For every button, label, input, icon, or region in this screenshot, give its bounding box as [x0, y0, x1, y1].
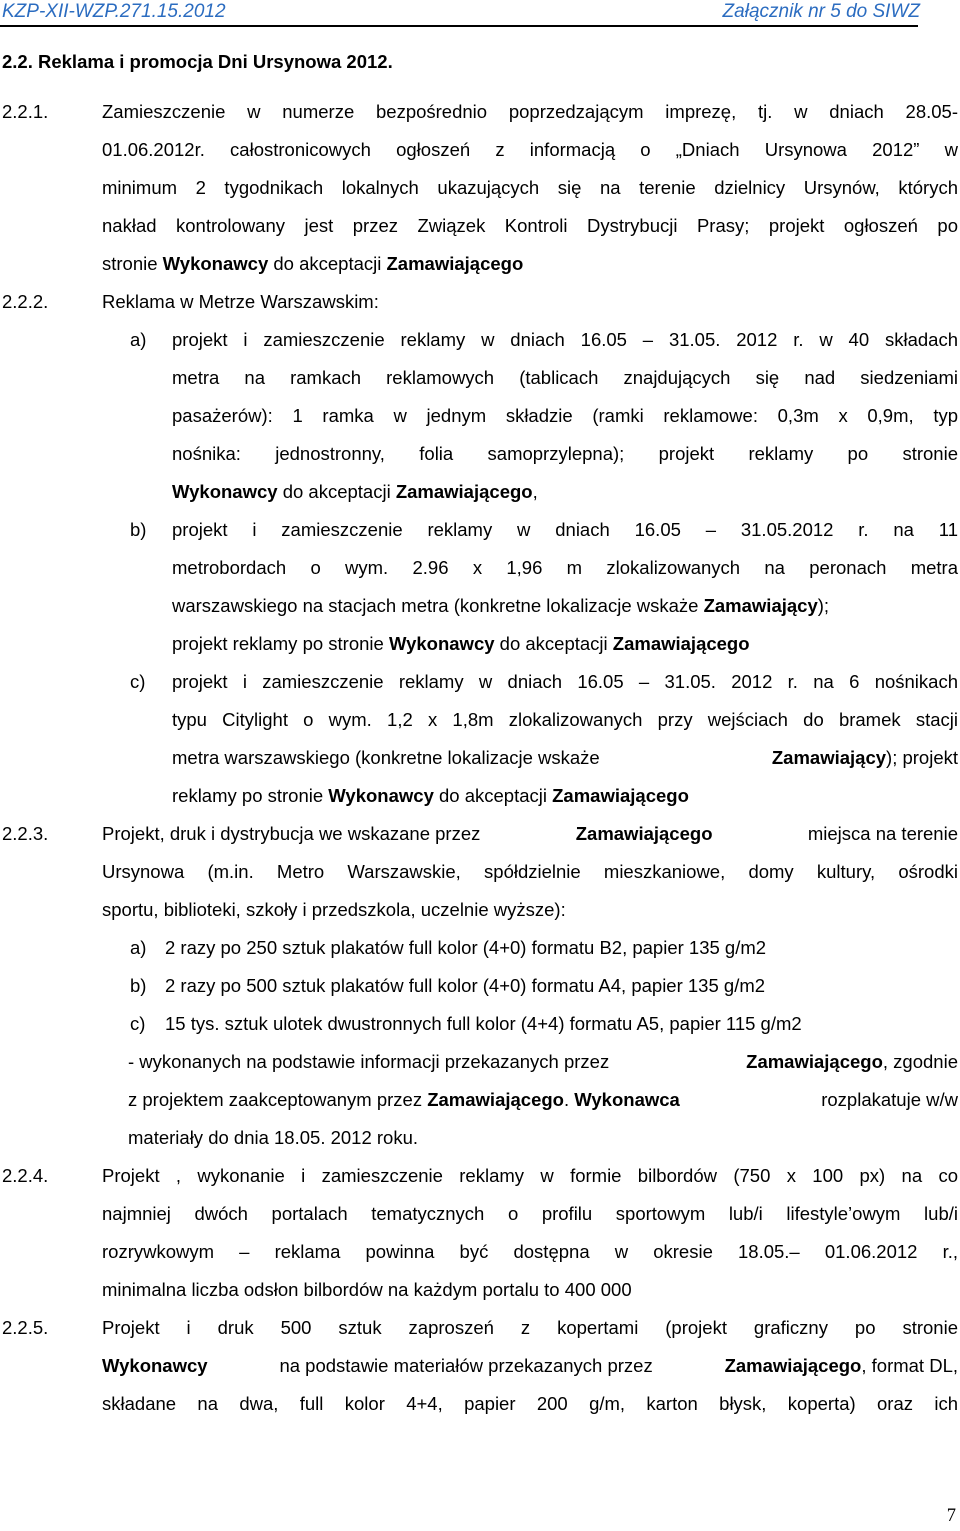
client-term: Zamawiającego — [552, 785, 689, 806]
text: , zgodnie — [882, 1051, 958, 1072]
text: do akceptacji — [273, 253, 382, 274]
item-2-2-1-line-2: 01.06.2012r. całostronicowych ogłoszeń z informacją o „Dniach Ursynowa 2012” w — [102, 139, 958, 160]
list-label-a: a) — [130, 937, 147, 958]
item-number-2-2-4: 2.2.4. — [2, 1165, 49, 1186]
item-2-2-3-b: 2 razy po 500 sztuk plakatów full kolor (4+0) formatu A4, papier 135 g/m2 — [165, 975, 766, 996]
item-2-2-5-line-2 — [102, 1355, 958, 1377]
item-2-2-3-line-2: Ursynowa (m.in. Metro Warszawskie, spółdzielnie mieszkaniowe, domy kultury, ośrodki — [102, 861, 958, 882]
text: na podstawie materiałów przekazanych przez — [279, 1355, 653, 1376]
section-title: 2.2. Reklama i promocja Dni Ursynowa 2012. — [2, 51, 393, 72]
contractor-term: Wykonawcy — [328, 785, 434, 806]
text: miejsca na terenie — [807, 823, 958, 844]
text: . — [563, 1089, 570, 1110]
item-2-2-2-a-line-5 — [172, 481, 538, 503]
text: - wykonanych na podstawie informacji przekazanych przez — [128, 1051, 610, 1072]
item-2-2-1-line-5 — [102, 253, 523, 275]
item-number-2-2-2: 2.2.2. — [2, 291, 49, 312]
item-2-2-2-c-line-4 — [172, 785, 689, 807]
text: do akceptacji — [499, 633, 608, 654]
item-2-2-4-line-1: Projekt , wykonanie i zamieszczenie reklamy w formie bilbordów (750 x 100 px) na co — [102, 1165, 958, 1186]
text: z projektem zaakceptowanym przez — [128, 1089, 423, 1110]
text: ); — [817, 595, 830, 616]
item-2-2-3-line-3: sportu, biblioteki, szkoły i przedszkola, uczelnie wyższe): — [102, 899, 566, 920]
client-term: Zamawiającego — [724, 1355, 862, 1376]
item-2-2-2-c-line-2: typu Citylight o wym. 1,2 x 1,8m zlokalizowanych przy wejściach do bramek stacji — [172, 709, 958, 730]
item-2-2-2-a-line-3: pasażerów): 1 ramka w jednym składzie (ramki reklamowe: 0,3m x 0,9m, typ — [172, 405, 958, 426]
contractor-term: Wykonawca — [574, 1089, 680, 1110]
item-2-2-2-b-line-2: metrobordach o wym. 2.96 x 1,96 m zlokalizowanych na peronach metra — [172, 557, 958, 578]
text: Projekt, druk i dystrybucja we wskazane przez — [102, 823, 481, 844]
item-2-2-3-note-line-2 — [128, 1089, 958, 1111]
item-2-2-2-c-line-3 — [172, 747, 958, 769]
contractor-term: Wykonawcy — [162, 253, 269, 274]
item-2-2-2-b-line-4 — [172, 633, 750, 655]
contractor-term: Wykonawcy — [172, 481, 278, 502]
text: , — [532, 481, 538, 502]
text: projekt reklamy po stronie — [172, 633, 384, 654]
item-2-2-3-a: 2 razy po 250 sztuk plakatów full kolor (4+0) formatu B2, papier 135 g/m2 — [165, 937, 767, 958]
document-reference: KZP-XII-WZP.271.15.2012 — [2, 1, 226, 22]
text: warszawskiego na stacjach metra (konkretne lokalizacje wskaże — [172, 595, 699, 616]
page-number: 7 — [946, 1506, 956, 1526]
item-2-2-2-a-line-4: nośnika: jednostronny, folia samoprzylepna); projekt reklamy po stronie — [172, 443, 958, 464]
item-number-2-2-3: 2.2.3. — [2, 823, 49, 844]
item-2-2-2-a-line-2: metra na ramkach reklamowych (tablicach znajdujących się nad siedzeniami — [172, 367, 958, 388]
item-2-2-4-line-4: minimalna liczba odsłon bilbordów na każdym portalu to 400 000 — [102, 1279, 632, 1300]
item-2-2-2-b-line-1: projekt i zamieszczenie reklamy w dniach 16.05 – 31.05.2012 r. na 11 — [172, 519, 958, 540]
item-2-2-5-line-1: Projekt i druk 500 sztuk zaproszeń z kopertami (projekt graficzny po stronie — [102, 1317, 958, 1338]
item-2-2-2-c-line-1: projekt i zamieszczenie reklamy w dniach 16.05 – 31.05. 2012 r. na 6 nośnikach — [172, 671, 958, 692]
text: metra warszawskiego (konkretne lokalizacje wskaże — [172, 747, 600, 768]
contractor-term: Wykonawcy — [388, 633, 495, 654]
list-label-c: c) — [130, 1013, 146, 1034]
text: stronie — [102, 253, 158, 274]
client-term: Zamawiającego — [427, 1089, 564, 1110]
item-2-2-2-a-line-1: projekt i zamieszczenie reklamy w dniach 16.05 – 31.05. 2012 r. w 40 składach — [172, 329, 958, 350]
item-2-2-3-c: 15 tys. sztuk ulotek dwustronnych full kolor (4+4) formatu A5, papier 115 g/m2 — [165, 1013, 802, 1034]
list-label-b: b) — [130, 519, 147, 540]
contractor-term: Wykonawcy — [102, 1355, 208, 1376]
item-number-2-2-1: 2.2.1. — [2, 101, 49, 122]
item-2-2-1-line-1: Zamieszczenie w numerze bezpośrednio poprzedzającym imprezę, tj. w dniach 28.05- — [102, 101, 958, 122]
text: reklamy po stronie — [172, 785, 324, 806]
header-rule — [0, 25, 918, 27]
text: ); projekt — [886, 747, 958, 768]
item-2-2-2-b-line-3 — [172, 595, 829, 617]
item-2-2-4-line-3: rozrywkowym – reklama powinna być dostępna w okresie 18.05.– 01.06.2012 r., — [102, 1241, 958, 1262]
item-2-2-3-line-1 — [102, 823, 958, 845]
client-term: Zamawiającego — [386, 253, 524, 274]
attachment-label: Załącznik nr 5 do SIWZ — [722, 1, 920, 22]
text: , format DL, — [861, 1355, 958, 1376]
client-term: Zamawiającego — [575, 823, 713, 844]
client-term: Zamawiającego — [746, 1051, 883, 1072]
client-term: Zamawiającego — [612, 633, 750, 654]
item-2-2-5-line-3: składane na dwa, full kolor 4+4, papier 200 g/m, karton błysk, koperta) oraz ich — [102, 1393, 958, 1414]
client-term: Zamawiającego — [395, 481, 533, 502]
item-2-2-2-heading: Reklama w Metrze Warszawskim: — [102, 291, 379, 312]
text: rozplakatuje w/w — [821, 1089, 958, 1110]
list-label-a: a) — [130, 329, 147, 350]
item-2-2-1-line-3: minimum 2 tygodnikach lokalnych ukazujących się na terenie dzielnicy Ursynów, których — [102, 177, 958, 198]
list-label-b: b) — [130, 975, 147, 996]
item-2-2-4-line-2: najmniej dwóch portalach tematycznych o profilu sportowym lub/i lifestyle’owym lub/i — [102, 1203, 958, 1224]
item-2-2-3-note-line-1 — [128, 1051, 958, 1073]
item-2-2-1-line-4: nakład kontrolowany jest przez Związek Kontroli Dystrybucji Prasy; projekt ogłoszeń po — [102, 215, 958, 236]
client-term: Zamawiający — [703, 595, 818, 616]
text: do akceptacji — [439, 785, 547, 806]
text: do akceptacji — [282, 481, 391, 502]
item-2-2-3-note-line-3: materiały do dnia 18.05. 2012 roku. — [128, 1127, 419, 1148]
list-label-c: c) — [130, 671, 146, 692]
item-number-2-2-5: 2.2.5. — [2, 1317, 49, 1338]
client-term: Zamawiający — [771, 747, 887, 768]
